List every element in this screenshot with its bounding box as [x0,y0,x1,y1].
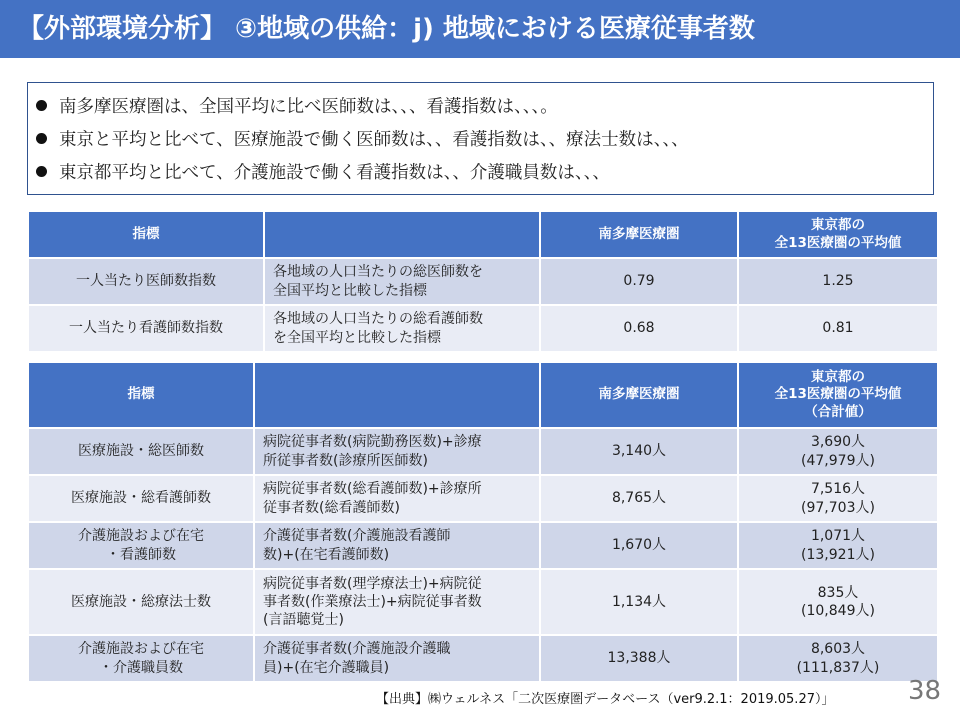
header-tokyo-average [739,363,937,427]
table-header-row [29,212,937,257]
bullet-dot-icon [36,100,47,111]
page-number: 38 [908,676,942,706]
cell-minamitama: 8,765人 [541,476,737,521]
tokyo-average-value: 7,516人 [810,481,866,498]
bullet-dot-icon [36,133,47,144]
header-description [255,363,539,427]
table-row [29,523,937,568]
description-line: を全国平均と比較した指標 [273,329,441,346]
cell-tokyo: 0.81 [739,306,937,351]
header-description [265,212,539,257]
description-line: 数)+(在宅看護師数) [263,546,390,563]
cell-tokyo [739,476,937,521]
indicator-line: 医療施設・総医師数 [78,443,204,460]
description-line: 従事者数(総看護師数) [263,499,400,516]
summary-bullet [36,122,933,155]
tokyo-total-value: (111,837人) [796,659,880,676]
cell-indicator [29,523,253,568]
summary-box [27,82,934,195]
cell-minamitama: 0.68 [541,306,737,351]
description-line: 介護従事者数(介護施設介護職 [263,641,451,658]
description-line: (言語聴覚士) [263,612,344,629]
description-line: 介護従事者数(介護施設看護師 [263,528,451,545]
table-row [29,476,937,521]
indicator-line: ・介護職員数 [99,659,183,676]
header-minamitama: 南多摩医療圏 [541,212,737,257]
cell-description [255,476,539,521]
table-row [29,429,937,474]
header-tokyo-line: 全13医療圏の平均値 [774,234,902,251]
header-tokyo-average [739,212,937,257]
source-citation: 【出典】㈱ウェルネス「二次医療圏データベース（ver9.2.1：2019.05.27）」 [376,692,835,707]
page-title: 【外部環境分析】 ③地域の供給：j) 地域における医療従事者数 [0,0,960,58]
table-row [29,636,937,681]
table-row [29,570,937,634]
tokyo-average-value: 1,071人 [810,528,866,545]
header-indicator: 指標 [29,212,263,257]
tokyo-total-value: (97,703人) [801,499,875,516]
description-line: 各地域の人口当たりの総看護師数 [273,311,483,328]
summary-bullet-text: 東京と平均と比べて、医療施設で働く医師数は、、看護指数は、、療法士数は、、、 [59,130,689,150]
header-tokyo-line: 東京都の [811,216,865,233]
description-line: 事者数(作業療法士)+病院従事者数 [263,593,482,610]
cell-tokyo [739,636,937,681]
description-line: 病院従事者数(病院勤務医数)+診療 [263,434,482,451]
cell-minamitama: 13,388人 [541,636,737,681]
cell-minamitama: 1,134人 [541,570,737,634]
header-tokyo-line: 東京都の [811,368,865,385]
tokyo-total-value: (10,849人) [801,603,875,619]
summary-bullet [36,155,933,188]
description-line: 所従事者数(診療所医師数) [263,452,428,469]
table-row [29,306,937,351]
tokyo-average-value: 8,603人 [810,641,866,658]
description-line: 員)+(在宅介護職員) [263,659,390,676]
cell-description [255,636,539,681]
bullet-dot-icon [36,166,47,177]
physician-index-table [27,210,939,353]
header-tokyo-line: （合計値） [804,403,872,420]
indicator-line: 医療施設・総看護師数 [71,490,211,507]
summary-bullet [36,89,933,122]
cell-indicator [29,570,253,634]
cell-indicator [29,636,253,681]
description-line: 病院従事者数(総看護師数)+診療所 [263,481,482,498]
summary-bullet-text: 東京都平均と比べて、介護施設で働く看護指数は、、介護職員数は、、、 [59,163,610,183]
tokyo-total-value: (47,979人) [801,452,875,469]
cell-tokyo [739,570,937,634]
header-indicator: 指標 [29,363,253,427]
tokyo-average-value: 835人 [817,584,859,601]
cell-indicator: 一人当たり看護師数指数 [29,306,263,351]
cell-tokyo [739,429,937,474]
description-line: 病院従事者数(理学療法士)+病院従 [263,575,482,592]
tokyo-total-value: (13,921人) [801,546,875,563]
cell-indicator [29,476,253,521]
cell-tokyo [739,523,937,568]
header-tokyo-line: 全13医療圏の平均値 [774,386,902,403]
cell-description [255,523,539,568]
cell-indicator: 一人当たり医師数指数 [29,259,263,304]
cell-description [265,306,539,351]
tokyo-average-value: 3,690人 [810,434,866,451]
header-minamitama: 南多摩医療圏 [541,363,737,427]
cell-minamitama: 0.79 [541,259,737,304]
indicator-line: 医療施設・総療法士数 [71,593,211,610]
cell-description [255,429,539,474]
cell-description [265,259,539,304]
table-header-row [29,363,937,427]
indicator-line: 介護施設および在宅 [78,641,204,658]
cell-tokyo: 1.25 [739,259,937,304]
cell-minamitama: 1,670人 [541,523,737,568]
indicator-line: 介護施設および在宅 [78,528,204,545]
table-row [29,259,937,304]
cell-description [255,570,539,634]
description-line: 各地域の人口当たりの総医師数を [273,264,483,281]
summary-bullet-text: 南多摩医療圏は、全国平均に比べ医師数は、、、看護指数は、、、。 [59,97,558,117]
description-line: 全国平均と比較した指標 [273,282,427,299]
cell-minamitama: 3,140人 [541,429,737,474]
staff-count-table [27,361,939,683]
indicator-line: ・看護師数 [106,546,176,563]
cell-indicator [29,429,253,474]
